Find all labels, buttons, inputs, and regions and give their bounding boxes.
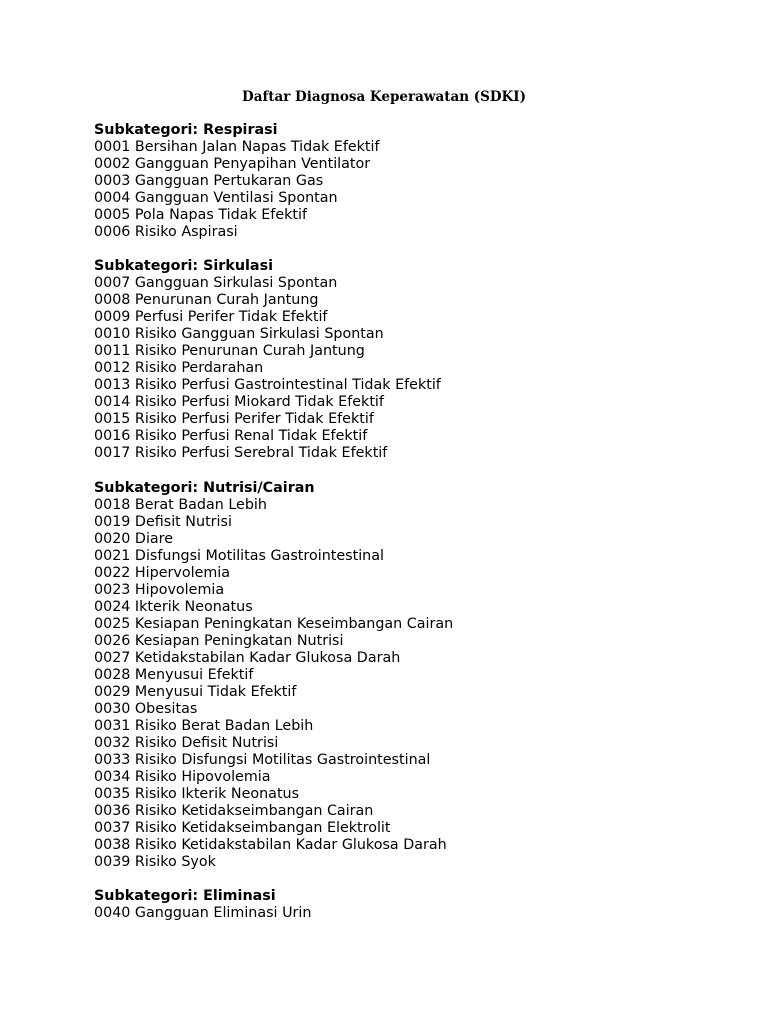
- diagnosis-item: 0007 Gangguan Sirkulasi Spontan: [94, 275, 338, 292]
- subcategory-heading: Subkategori: Nutrisi/Cairan: [94, 479, 315, 496]
- diagnosis-list: [94, 905, 734, 922]
- diagnosis-item: 0028 Menyusui Efektif: [94, 666, 254, 683]
- diagnosis-item: 0009 Perfusi Perifer Tidak Efektif: [94, 309, 328, 326]
- diagnosis-item: 0017 Risiko Perfusi Serebral Tidak Efektif: [94, 445, 388, 462]
- subcategory-heading: Subkategori: Respirasi: [94, 122, 278, 138]
- diagnosis-item: 0006 Risiko Aspirasi: [94, 224, 238, 240]
- diagnosis-item: 0011 Risiko Penurunan Curah Jantung: [94, 343, 365, 360]
- diagnosis-item: 0030 Obesitas: [94, 700, 198, 717]
- diagnosis-item: 0021 Disfungsi Motilitas Gastrointestinal: [94, 547, 384, 564]
- document-title: Daftar Diagnosa Keperawatan (SDKI): [241, 89, 526, 105]
- diagnosis-item: 0001 Bersihan Jalan Napas Tidak Efektif: [94, 139, 380, 155]
- diagnosis-item: 0037 Risiko Ketidakseimbangan Elektrolit: [94, 819, 391, 836]
- diagnosis-item: 0003 Gangguan Pertukaran Gas: [94, 173, 324, 189]
- diagnosis-item: 0014 Risiko Perfusi Miokard Tidak Efektif: [94, 394, 384, 411]
- diagnosis-item: 0029 Menyusui Tidak Efektif: [94, 683, 297, 700]
- subcategory-section: [94, 480, 734, 871]
- diagnosis-item: 0023 Hipovolemia: [94, 581, 225, 598]
- diagnosis-item: 0036 Risiko Ketidakseimbangan Cairan: [94, 802, 374, 819]
- diagnosis-item: 0035 Risiko Ikterik Neonatus: [94, 785, 300, 802]
- diagnosis-item: 0016 Risiko Perfusi Renal Tidak Efektif: [94, 428, 368, 445]
- diagnosis-item: 0015 Risiko Perfusi Perifer Tidak Efektif: [94, 411, 374, 428]
- diagnosis-item: 0002 Gangguan Penyapihan Ventilator: [94, 156, 371, 172]
- diagnosis-item: 0010 Risiko Gangguan Sirkulasi Spontan: [94, 326, 384, 343]
- diagnosis-item: 0013 Risiko Perfusi Gastrointestinal Tidak Efektif: [94, 377, 441, 394]
- diagnosis-item: 0008 Penurunan Curah Jantung: [94, 292, 319, 309]
- diagnosis-item: 0032 Risiko Defisit Nutrisi: [94, 734, 279, 751]
- diagnosis-item: 0040 Gangguan Eliminasi Urin: [94, 905, 312, 922]
- diagnosis-item: 0019 Defisit Nutrisi: [94, 513, 232, 530]
- diagnosis-item: 0005 Pola Napas Tidak Efektif: [94, 207, 308, 223]
- diagnosis-item: 0038 Risiko Ketidakstabilan Kadar Glukosa Darah: [94, 836, 447, 853]
- diagnosis-item: 0020 Diare: [94, 530, 174, 547]
- document-content: [94, 122, 734, 940]
- diagnosis-list: [94, 275, 734, 462]
- diagnosis-item: 0039 Risiko Syok: [94, 853, 216, 870]
- diagnosis-item: 0027 Ketidakstabilan Kadar Glukosa Darah: [94, 649, 401, 666]
- subcategory-section: [94, 122, 734, 241]
- diagnosis-item: 0012 Risiko Perdarahan: [94, 360, 264, 377]
- diagnosis-item: 0026 Kesiapan Peningkatan Nutrisi: [94, 632, 344, 649]
- diagnosis-item: 0004 Gangguan Ventilasi Spontan: [94, 190, 338, 206]
- subcategory-heading: Subkategori: Sirkulasi: [94, 258, 273, 275]
- diagnosis-item: 0034 Risiko Hipovolemia: [94, 768, 271, 785]
- subcategory-heading: Subkategori: Eliminasi: [94, 888, 276, 905]
- diagnosis-list: [94, 139, 734, 241]
- diagnosis-item: 0025 Kesiapan Peningkatan Keseimbangan Cairan: [94, 615, 454, 632]
- subcategory-section: [94, 888, 734, 922]
- diagnosis-item: 0022 Hipervolemia: [94, 564, 231, 581]
- subcategory-section: [94, 258, 734, 462]
- diagnosis-list: [94, 497, 734, 871]
- diagnosis-item: 0024 Ikterik Neonatus: [94, 598, 253, 615]
- diagnosis-item: 0033 Risiko Disfungsi Motilitas Gastrointestinal: [94, 751, 431, 768]
- diagnosis-item: 0031 Risiko Berat Badan Lebih: [94, 717, 314, 734]
- diagnosis-item: 0018 Berat Badan Lebih: [94, 496, 267, 513]
